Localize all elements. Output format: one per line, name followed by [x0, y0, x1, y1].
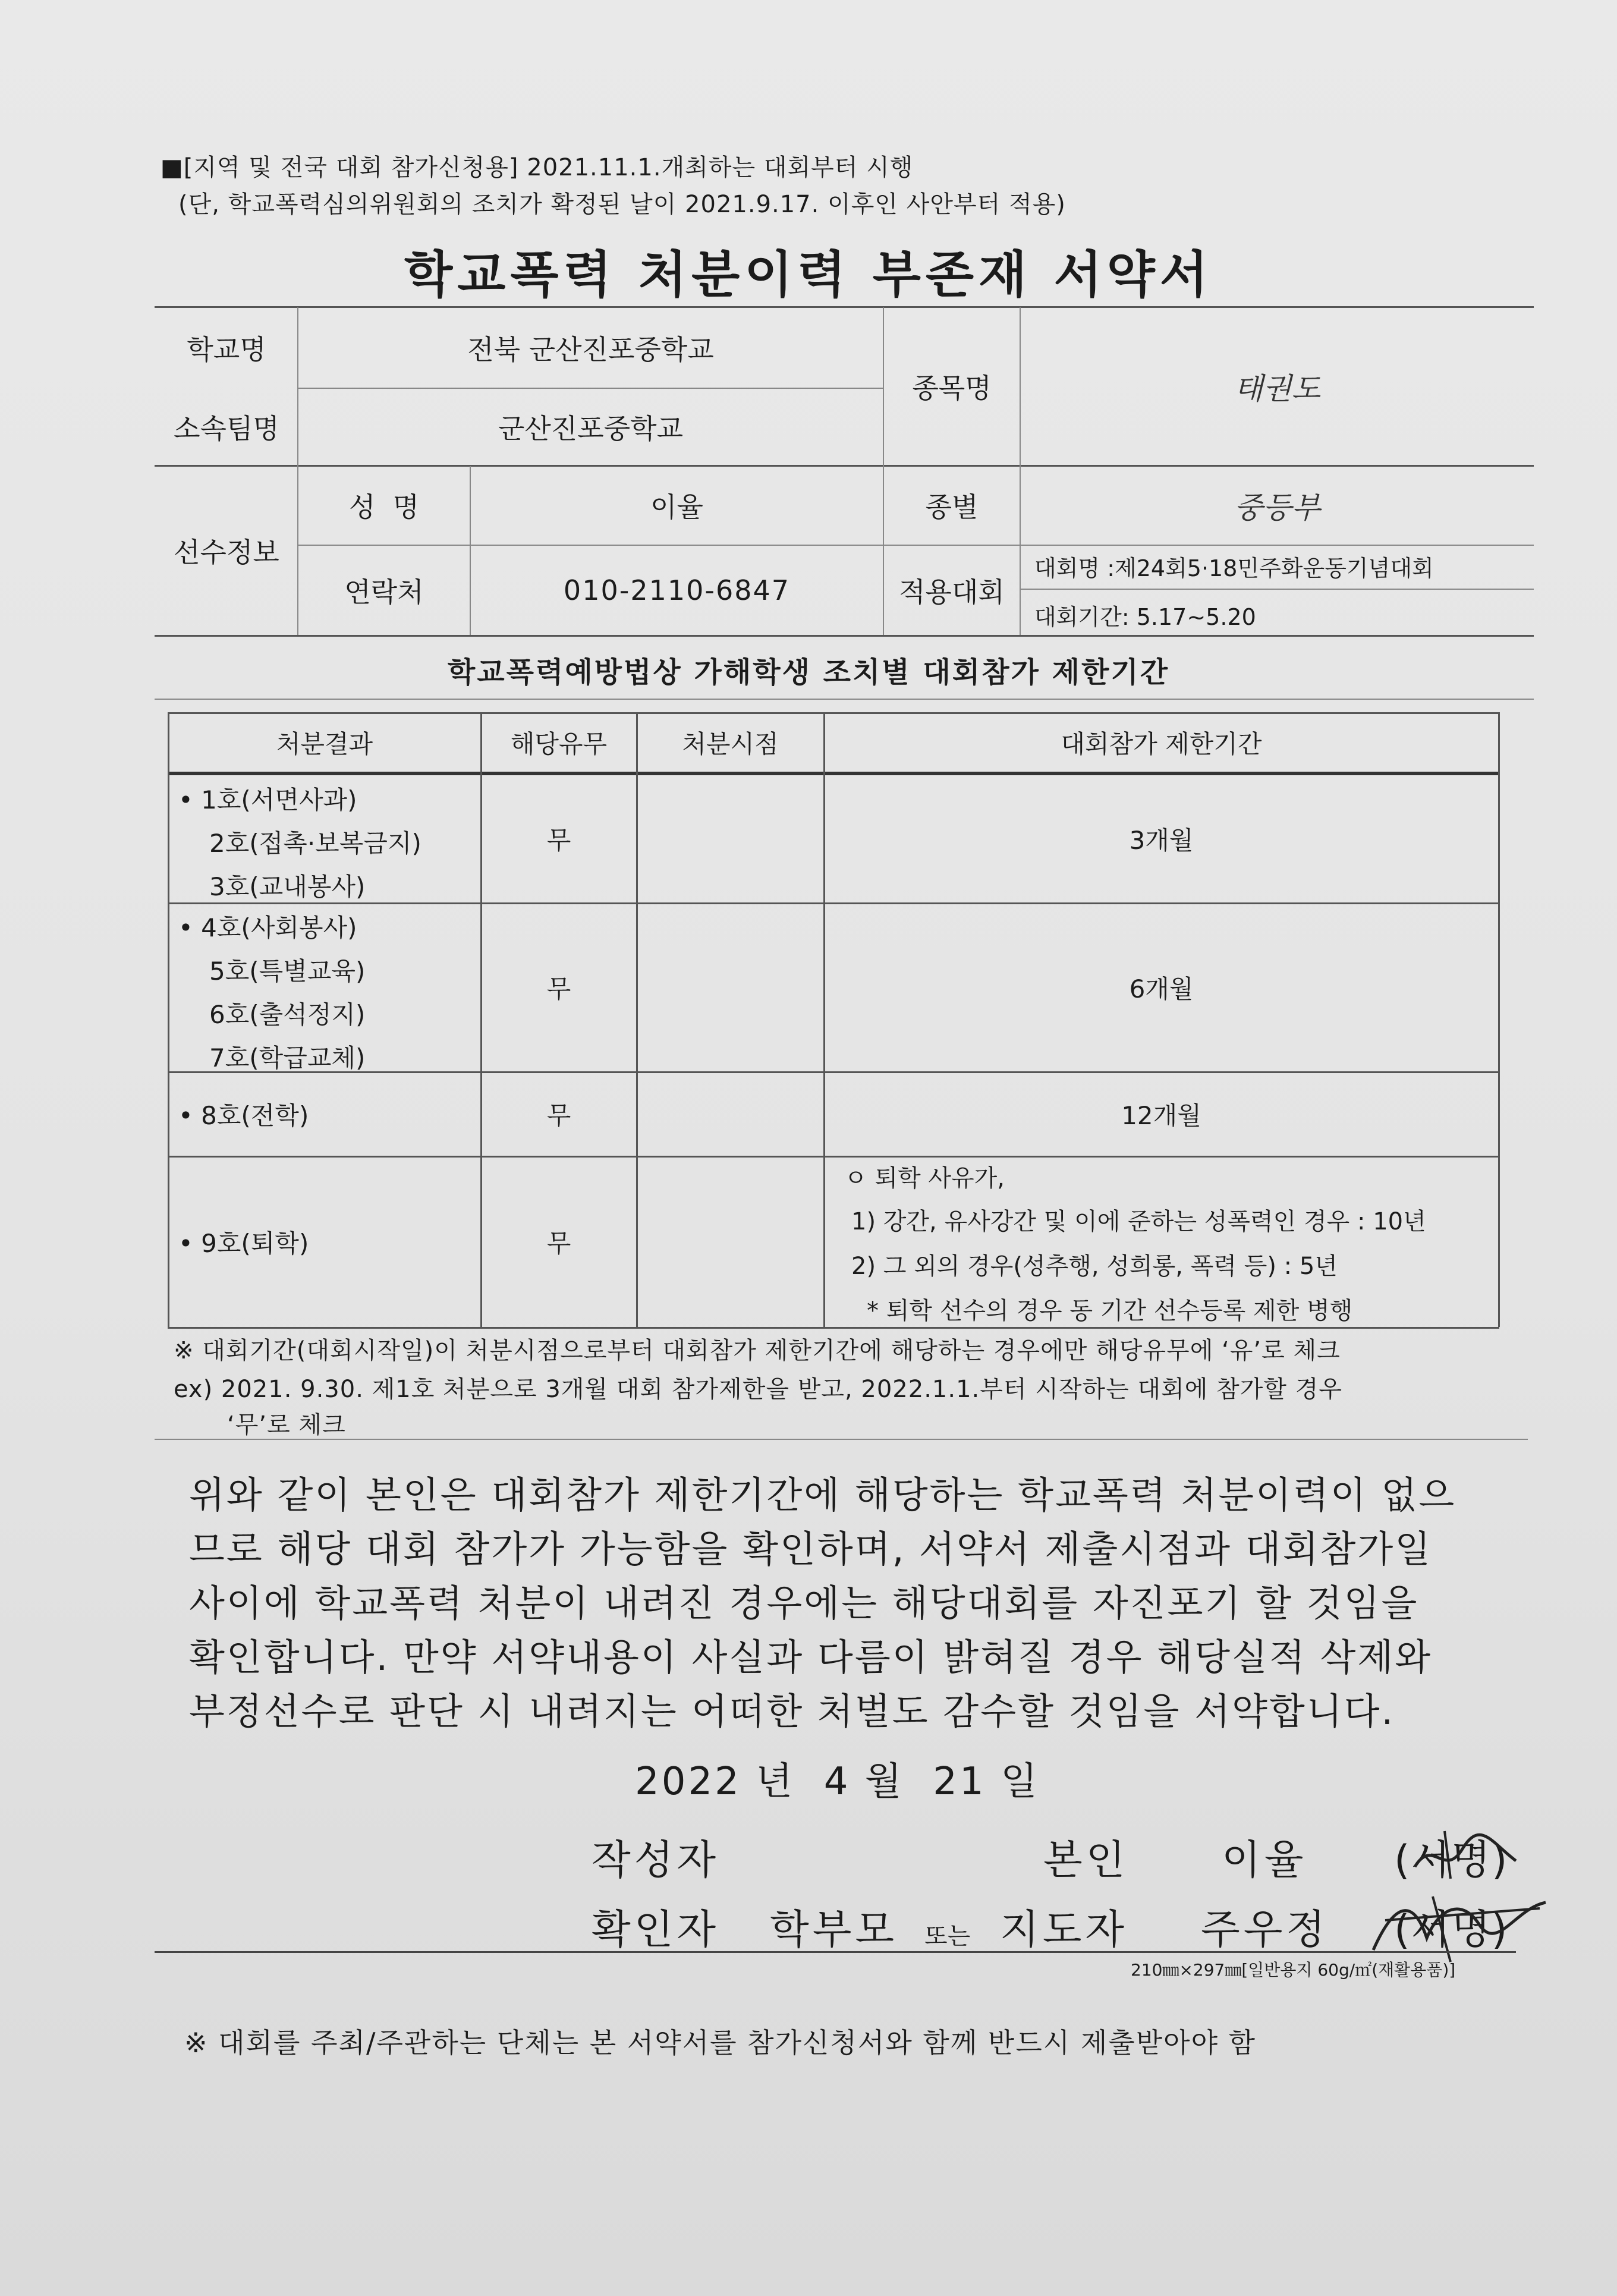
pledge-line: 므로 해당 대회 참가가 가능함을 확인하며, 서약서 제출시점과 대회참가일	[189, 1527, 1433, 1571]
table-row-1-item: • 1호(서면사과)	[178, 785, 357, 814]
team-label: 소속팀명	[174, 413, 279, 445]
table-row-2-item: 7호(학급교체)	[209, 1043, 366, 1072]
sport-label: 종목명	[912, 372, 992, 404]
notice-line-2: (단, 학교폭력심의위원회의 조치가 확정된 날이 2021.9.17. 이후인 사안부터 적용)	[178, 191, 1066, 218]
section-divider	[155, 699, 1534, 700]
footnote-line-2: ex) 2021. 9.30. 제1호 처분으로 3개월 대회 참가제한을 받고, 2022.1.1.부터 시작하는 대회에 참가할 경우	[174, 1376, 1343, 1403]
writer-label: 작성자	[592, 1837, 720, 1884]
name-value: 이율	[650, 491, 703, 523]
table-row-2-item: 6호(출석정지)	[209, 1000, 366, 1029]
division-label: 종별	[925, 491, 979, 523]
table-row-4-timing	[637, 1157, 823, 1327]
writer-signature-scribble	[1409, 1825, 1522, 1885]
table-border	[1498, 712, 1500, 1327]
confirm-name: 주우정	[1201, 1907, 1329, 1954]
contact-label: 연락처	[344, 576, 424, 608]
school-value: 전북 군산진포중학교	[467, 334, 714, 366]
table-row-2-item: • 4호(사회봉사)	[178, 913, 357, 942]
table-row-3-applicable: 무	[546, 1101, 571, 1130]
table-row-1-applicable: 무	[546, 826, 571, 855]
pledge-line: 부정선수로 판단 시 내려지는 어떠한 처벌도 감수할 것임을 서약합니다.	[189, 1690, 1395, 1733]
name-label: 성 명	[348, 491, 420, 523]
confirm-label: 확인자	[592, 1907, 720, 1954]
header-period: 대회참가 제한기간	[1061, 729, 1262, 759]
section-title: 학교폭력예방법상 가해학생 조치별 대회참가 제한기간	[447, 656, 1170, 689]
pledge-date: 2022 년 4 월 21 일	[635, 1760, 1040, 1804]
footnote-line-1: ※ 대회기간(대회시작일)이 처분시점으로부터 대회참가 제한기간에 해당하는 경우에만 해당유무에 ‘유’로 체크	[174, 1337, 1341, 1364]
table-row-4-period-line: 2) 그 외의 경우(성추행, 성희롱, 폭력 등) : 5년	[851, 1253, 1338, 1280]
player-info-label: 선수정보	[174, 536, 279, 568]
division-value: 중등부	[1234, 490, 1320, 525]
table-row-4-period-line: ㅇ 퇴학 사유가,	[844, 1165, 1005, 1192]
table-row-1-timing	[637, 775, 823, 902]
bottom-note: ※ 대회를 주최/주관하는 단체는 본 서약서를 참가신청서와 함께 반드시 제출받아야 함	[184, 2027, 1257, 2059]
table-row-2-item: 5호(특별교육)	[209, 957, 366, 986]
pledge-line: 확인합니다. 만약 서약내용이 사실과 다름이 밝혀질 경우 해당실적 삭제와	[189, 1635, 1433, 1679]
table-row-divider	[168, 1156, 1499, 1158]
header-timing: 처분시점	[682, 729, 779, 759]
table-row-2-timing	[637, 904, 823, 1071]
info-divider	[1020, 589, 1534, 590]
school-label: 학교명	[187, 334, 266, 366]
pledge-line: 사이에 학교폭력 처분이 내려진 경우에는 해당대회를 자진포기 할 것임을	[189, 1581, 1419, 1625]
table-row-2-period: 6개월	[1129, 974, 1194, 1004]
confirm-sign-placeholder: (서명)	[1394, 1907, 1509, 1954]
competition-label: 적용대회	[899, 576, 1005, 608]
document-title: 학교폭력 처분이력 부존재 서약서	[404, 246, 1213, 304]
table-row-3-item: • 8호(전학)	[178, 1101, 309, 1130]
table-row-4-item: • 9호(퇴학)	[178, 1229, 309, 1258]
pledge-line: 위와 같이 본인은 대회참가 제한기간에 해당하는 학교폭력 처분이력이 없으	[189, 1473, 1456, 1517]
sport-value: 태권도	[1234, 372, 1320, 406]
confirm-role-coach: 지도자	[1000, 1907, 1128, 1954]
table-border	[168, 712, 169, 1327]
confirm-signature-scribble	[1361, 1885, 1552, 1968]
table-row-1-period: 3개월	[1129, 826, 1194, 855]
footnote-divider	[155, 1439, 1528, 1440]
paper-spec: 210㎜×297㎜[일반용지 60g/㎡(재활용품)]	[1131, 1960, 1456, 1980]
header-result: 처분결과	[276, 729, 373, 759]
team-value: 군산진포중학교	[498, 413, 684, 445]
writer-name: 이율	[1222, 1837, 1307, 1884]
table-row-1-item: 2호(접촉·보복금지)	[209, 829, 421, 858]
writer-sign-placeholder: (서명)	[1394, 1837, 1509, 1884]
table-row-1-item: 3호(교내봉사)	[209, 872, 366, 901]
competition-period: 대회기간: 5.17~5.20	[1034, 604, 1256, 630]
contact-value: 010-2110-6847	[563, 574, 791, 606]
table-row-2-applicable: 무	[546, 974, 571, 1004]
info-table-bottom-border	[155, 635, 1534, 637]
table-row-4-period-line: 1) 강간, 유사강간 및 이에 준하는 성폭력인 경우 : 10년	[851, 1208, 1426, 1235]
table-row-3-period: 12개월	[1121, 1101, 1201, 1130]
confirm-or: 또는	[924, 1923, 971, 1950]
table-row-4-period-line: * 퇴학 선수의 경우 동 기간 선수등록 제한 병행	[867, 1297, 1353, 1325]
writer-role: 본인	[1043, 1837, 1129, 1884]
notice-line-1: ■[지역 및 전국 대회 참가신청용] 2021.11.1.개최하는 대회부터 시행	[161, 154, 914, 181]
table-border	[168, 1327, 1499, 1329]
table-row-4-applicable: 무	[546, 1229, 571, 1258]
confirm-role-parent: 학부모	[770, 1907, 898, 1954]
competition-name: 대회명 :제24회5·18민주화운동기념대회	[1034, 555, 1434, 581]
header-applicable: 해당유무	[510, 729, 608, 759]
footnote-line-3: ‘무’로 체크	[227, 1411, 346, 1439]
signature-divider	[155, 1951, 1516, 1953]
table-row-3-timing	[637, 1072, 823, 1156]
